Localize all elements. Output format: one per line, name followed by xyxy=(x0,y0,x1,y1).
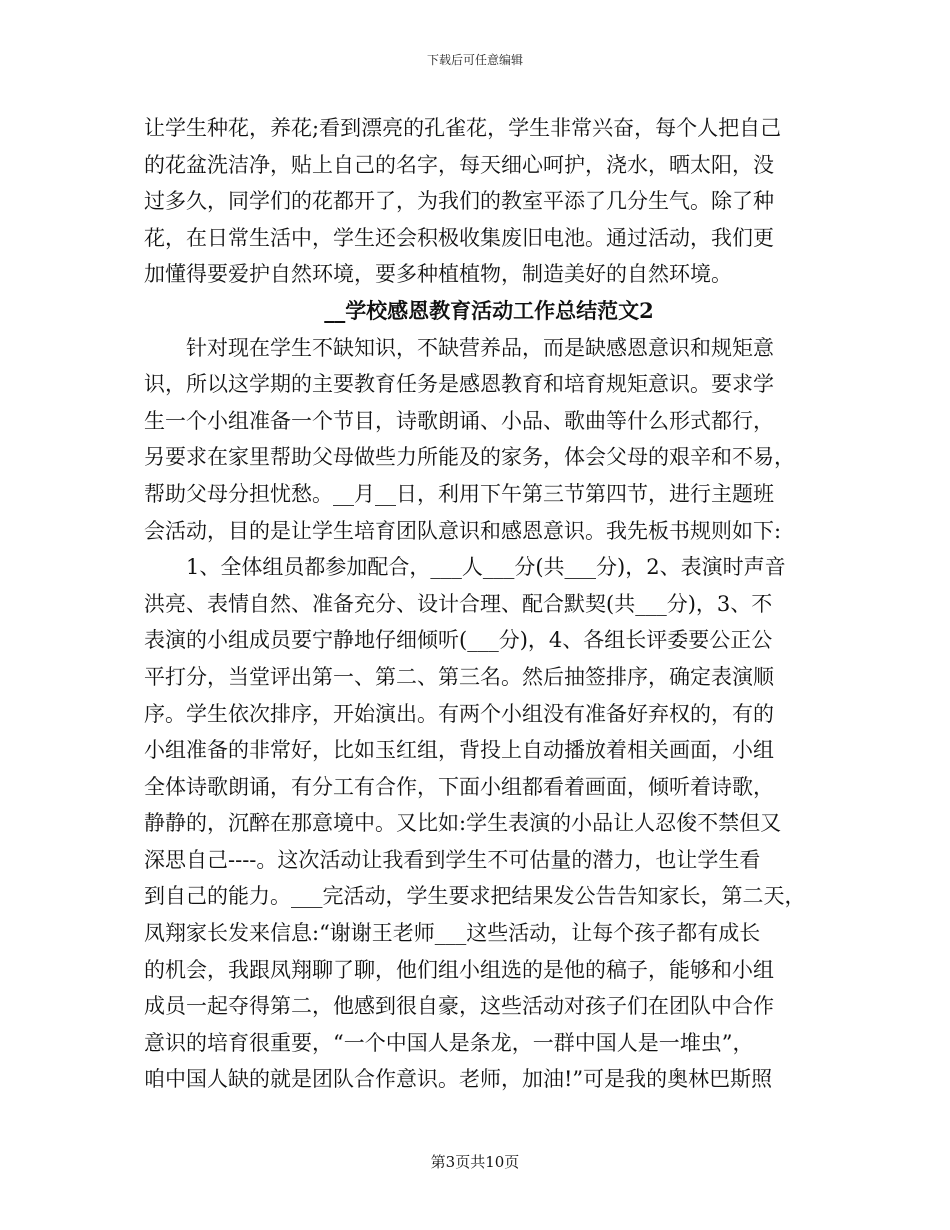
paragraph-line: 的花盆洗洁净，贴上自己的名字，每天细心呵护，浇水，晒太阳，没 xyxy=(144,152,774,177)
paragraph-line: 到自己的能力。___完活动，学生要求把结果发公告告知家长，第二天， xyxy=(144,884,806,909)
paragraph-line: 生一个小组准备一个节目，诗歌朗诵、小品、歌曲等什么形式都行， xyxy=(144,408,774,433)
paragraph-line: 帮助父母分担忧愁。__月__日，利用下午第三节第四节，进行主题班 xyxy=(144,481,774,506)
paragraph-line: 会活动，目的是让学生培育团队意识和感恩意识。我先板书规则如下: xyxy=(144,518,782,543)
paragraph-line: 1、全体组员都参加配合，___人___分(共___分)，2、表演时声音 xyxy=(144,555,786,580)
paragraph-line: 让学生种花，养花;看到漂亮的孔雀花，学生非常兴奋，每个人把自己 xyxy=(144,116,782,140)
paragraph-line: 的机会，我跟凤翔聊了聊，他们组小组选的是他的稿子，能够和小组 xyxy=(144,957,774,982)
paragraph-line: 深思自己----。这次活动让我看到学生不可估量的潜力，也让学生看 xyxy=(144,847,761,872)
paragraph-line: 成员一起夺得第二，他感到很自豪，这些活动对孩子们在团队中合作 xyxy=(144,994,774,1019)
paragraph-line: 小组准备的非常好，比如玉红组，背投上自动播放着相关画面，小组 xyxy=(144,738,774,763)
paragraph-line: 洪亮、表情自然、准备充分、设计合理、配合默契(共___分)，3、不 xyxy=(144,591,773,616)
page-header-note: 下载后可任意编辑 xyxy=(426,53,523,67)
paragraph-line: 针对现在学生不缺知识，不缺营养品，而是缺感恩意识和规矩意 xyxy=(144,335,774,360)
paragraph-line: 凤翔家长发来信息:“谢谢王老师___这些活动，让每个孩子都有成长 xyxy=(144,921,761,946)
paragraph-line: 全体诗歌朗诵，有分工有合作，下面小组都看着画面，倾听着诗歌， xyxy=(144,774,774,799)
paragraph-line: 序。学生依次排序，开始演出。有两个小组没有准备好弃权的，有的 xyxy=(144,701,774,726)
paragraph-line: 过多久，同学们的花都开了，为我们的教室平添了几分生气。除了种 xyxy=(144,189,774,214)
paragraph-line: 加懂得要爱护自然环境，要多种植植物，制造美好的自然环境。 xyxy=(144,262,732,287)
paragraph-line: 表演的小组成员要宁静地仔细倾听(___分)，4、各组长评委要公正公 xyxy=(144,628,773,653)
paragraph-line: 意识的培育很重要，“一个中国人是条龙，一群中国人是一堆虫”， xyxy=(144,1030,754,1055)
paragraph-line: 咱中国人缺的就是团队合作意识。老师，加油!”可是我的奥林巴斯照 xyxy=(144,1067,773,1092)
document-body xyxy=(144,110,834,1098)
paragraph-line: 另要求在家里帮助父母做些力所能及的家务，体会父母的艰辛和不易， xyxy=(144,445,795,470)
paragraph-line: 识，所以这学期的主要教育任务是感恩教育和培育规矩意识。要求学 xyxy=(144,372,774,397)
page-number-footer: 第3页共10页 xyxy=(430,1153,520,1171)
paragraph-line: 静静的，沉醉在那意境中。又比如:学生表演的小品让人忍俊不禁但又 xyxy=(144,811,782,836)
paragraph-line: 平打分，当堂评出第一、第二、第三名。然后抽签排序，确定表演顺 xyxy=(144,664,774,689)
paragraph-line: 花，在日常生活中，学生还会积极收集废旧电池。通过活动，我们更 xyxy=(144,225,774,250)
section-title: __学校感恩教育活动工作总结范文2 xyxy=(324,297,654,323)
